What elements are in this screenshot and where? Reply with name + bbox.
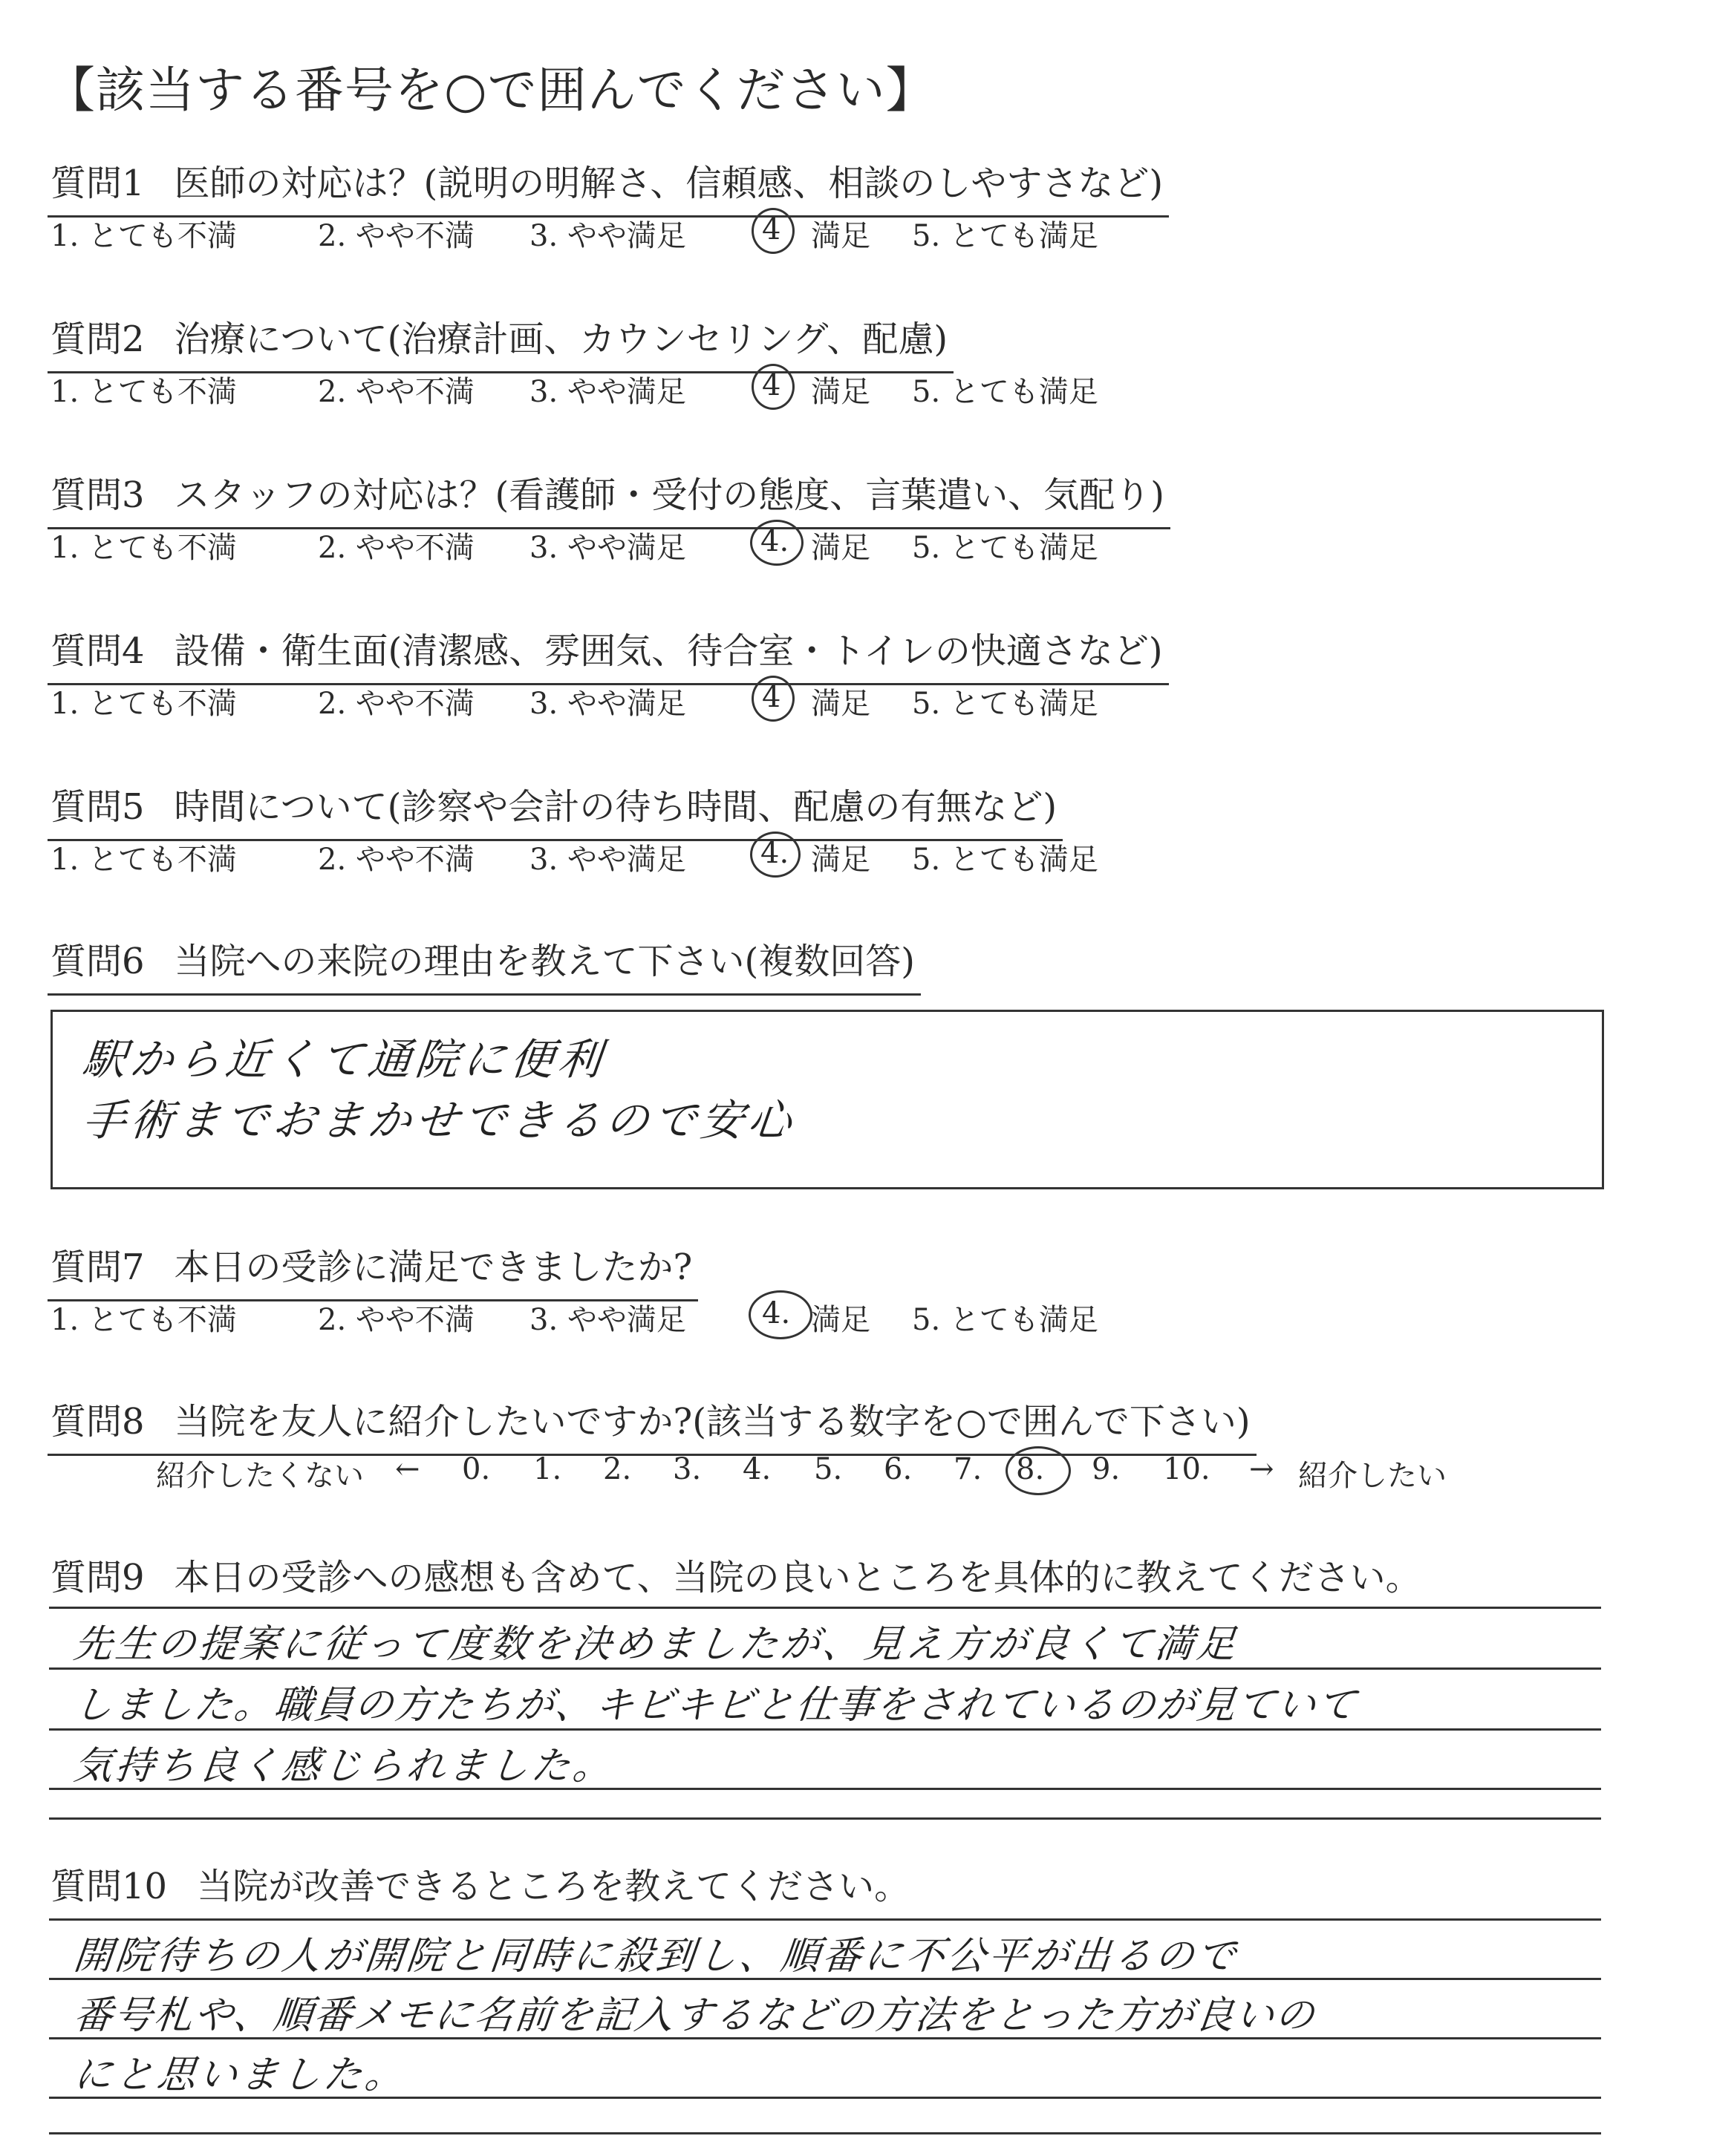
question-label: 質問4 bbox=[50, 630, 145, 672]
option-4-number: 4 bbox=[762, 212, 781, 246]
option-4-label: 満足 bbox=[811, 843, 870, 877]
option-4-label: 満足 bbox=[811, 1303, 870, 1337]
question-label: 質問10 bbox=[50, 1866, 168, 1907]
question-label: 質問3 bbox=[50, 474, 145, 516]
question-text: 時間について(診察や会計の待ち時間、配慮の有無など) bbox=[174, 786, 1057, 828]
question-4 bbox=[50, 622, 1163, 673]
option-4-label: 満足 bbox=[811, 531, 870, 565]
question-6 bbox=[50, 932, 915, 984]
question-text: 治療について(治療計画、カウンセリング、配慮) bbox=[174, 318, 948, 360]
scale-3[interactable]: 3. bbox=[673, 1452, 702, 1486]
question-label: 質問2 bbox=[50, 318, 145, 360]
scale-9[interactable]: 9. bbox=[1092, 1452, 1121, 1486]
answer-rule bbox=[49, 1607, 1601, 1609]
option-4-label: 満足 bbox=[811, 219, 870, 253]
option-5[interactable]: 5. とても満足 bbox=[912, 687, 1098, 721]
recommend-scale bbox=[0, 1452, 1711, 1497]
option-5[interactable]: 5. とても満足 bbox=[912, 531, 1098, 565]
q9-answer-line-1: 先生の提案に従って度数を決めましたが、見え方が良くて満足 bbox=[71, 1622, 1241, 1667]
option-3[interactable]: 3. やや満足 bbox=[529, 843, 686, 877]
option-5[interactable]: 5. とても満足 bbox=[912, 1303, 1098, 1337]
question-10 bbox=[50, 1858, 910, 1909]
scale-5[interactable]: 5. bbox=[814, 1452, 843, 1486]
underline bbox=[48, 993, 921, 996]
question-label: 質問7 bbox=[50, 1247, 145, 1288]
question-text: 本日の受診への感想も含めて、当院の良いところを具体的に教えてください。 bbox=[174, 1557, 1421, 1598]
option-4-number: 4. bbox=[762, 1296, 791, 1330]
q6-answer-line-2: 手術までおまかせできるので安心 bbox=[79, 1095, 799, 1146]
question-text: 医師の対応は？(説明の明解さ、信頼感、相談のしやすさなど) bbox=[174, 163, 1164, 204]
q10-answer-line-1: 開院待ちの人が開院と同時に殺到し、順番に不公平が出るので bbox=[71, 1934, 1241, 1979]
scale-right-arrow: → bbox=[1249, 1452, 1274, 1486]
option-3[interactable]: 3. やや満足 bbox=[529, 375, 686, 409]
q10-answer-line-3: にと思いました。 bbox=[71, 2053, 409, 2097]
option-3[interactable]: 3. やや満足 bbox=[529, 687, 686, 721]
q6-answer-line-1: 駅から近くて通院に便利 bbox=[79, 1034, 609, 1085]
q9-answer-line-3: 気持ち良く感じられました。 bbox=[71, 1744, 617, 1788]
option-3[interactable]: 3. やや満足 bbox=[529, 531, 686, 565]
option-4-number: 4 bbox=[762, 680, 781, 714]
question-text: 当院への来院の理由を教えて下さい(複数回答) bbox=[174, 941, 916, 982]
question-text: 当院を友人に紹介したいですか?(該当する数字を○で囲んで下さい) bbox=[174, 1401, 1251, 1443]
option-2[interactable]: 2. やや不満 bbox=[318, 219, 475, 253]
question-label: 質問9 bbox=[50, 1557, 145, 1598]
scale-1[interactable]: 1. bbox=[533, 1452, 562, 1486]
option-1[interactable]: 1. とても不満 bbox=[50, 843, 237, 877]
option-2[interactable]: 2. やや不満 bbox=[318, 375, 475, 409]
answer-rule bbox=[49, 1817, 1601, 1820]
option-2[interactable]: 2. やや不満 bbox=[318, 531, 475, 565]
question-label: 質問8 bbox=[50, 1401, 145, 1443]
scale-left-arrow: ← bbox=[395, 1452, 420, 1486]
scale-right-label: 紹介したい bbox=[1298, 1459, 1447, 1493]
question-text: 設備・衛生面(清潔感、雰囲気、待合室・トイレの快適さなど) bbox=[174, 630, 1163, 672]
question-label: 質問1 bbox=[50, 163, 145, 204]
option-3[interactable]: 3. やや満足 bbox=[529, 219, 686, 253]
scale-6[interactable]: 6. bbox=[884, 1452, 913, 1486]
option-5[interactable]: 5. とても満足 bbox=[912, 219, 1098, 253]
question-2 bbox=[50, 310, 948, 362]
option-3[interactable]: 3. やや満足 bbox=[529, 1303, 686, 1337]
question-label: 質問5 bbox=[50, 786, 145, 828]
option-4-label: 満足 bbox=[811, 375, 870, 409]
q10-answer-line-2: 番号札や、順番メモに名前を記入するなどの方法をとった方が良いの bbox=[71, 1993, 1318, 2038]
option-5[interactable]: 5. とても満足 bbox=[912, 375, 1098, 409]
option-1[interactable]: 1. とても不満 bbox=[50, 375, 237, 409]
scale-7[interactable]: 7. bbox=[954, 1452, 982, 1486]
option-1[interactable]: 1. とても不満 bbox=[50, 1303, 237, 1337]
option-4-number: 4. bbox=[760, 836, 789, 870]
scale-4[interactable]: 4. bbox=[743, 1452, 772, 1486]
option-2[interactable]: 2. やや不満 bbox=[318, 1303, 475, 1337]
option-1[interactable]: 1. とても不満 bbox=[50, 687, 237, 721]
answer-rule bbox=[49, 2132, 1601, 2134]
question-1 bbox=[50, 154, 1163, 206]
scale-8-number: 8. bbox=[1016, 1452, 1045, 1486]
question-text: 当院が改善できるところを教えてください。 bbox=[197, 1866, 910, 1907]
scale-2[interactable]: 2. bbox=[603, 1452, 632, 1486]
q9-answer-line-2: しました。職員の方たちが、キビキビと仕事をされているのが見ていて bbox=[71, 1683, 1360, 1728]
option-2[interactable]: 2. やや不満 bbox=[318, 843, 475, 877]
option-2[interactable]: 2. やや不満 bbox=[318, 687, 475, 721]
question-8 bbox=[50, 1393, 1251, 1444]
question-3 bbox=[50, 466, 1164, 517]
option-5[interactable]: 5. とても満足 bbox=[912, 843, 1098, 877]
question-5 bbox=[50, 778, 1057, 829]
option-4-number: 4 bbox=[762, 368, 781, 402]
scale-10[interactable]: 10. bbox=[1163, 1452, 1210, 1486]
page-title: 【該当する番号を○で囲んでください】 bbox=[46, 62, 936, 119]
question-label: 質問6 bbox=[50, 941, 145, 982]
question-7 bbox=[50, 1238, 692, 1290]
question-text: 本日の受診に満足できましたか? bbox=[174, 1247, 693, 1288]
scale-left-label: 紹介したくない bbox=[156, 1459, 364, 1493]
scale-0[interactable]: 0. bbox=[462, 1452, 491, 1486]
option-1[interactable]: 1. とても不満 bbox=[50, 219, 237, 253]
option-4-number: 4. bbox=[760, 524, 789, 558]
option-4-label: 満足 bbox=[811, 687, 870, 721]
answer-rule bbox=[49, 1918, 1601, 1921]
question-9 bbox=[50, 1549, 1421, 1600]
question-text: スタッフの対応は？(看護師・受付の態度、言葉遣い、気配り) bbox=[174, 474, 1165, 516]
option-1[interactable]: 1. とても不満 bbox=[50, 531, 237, 565]
